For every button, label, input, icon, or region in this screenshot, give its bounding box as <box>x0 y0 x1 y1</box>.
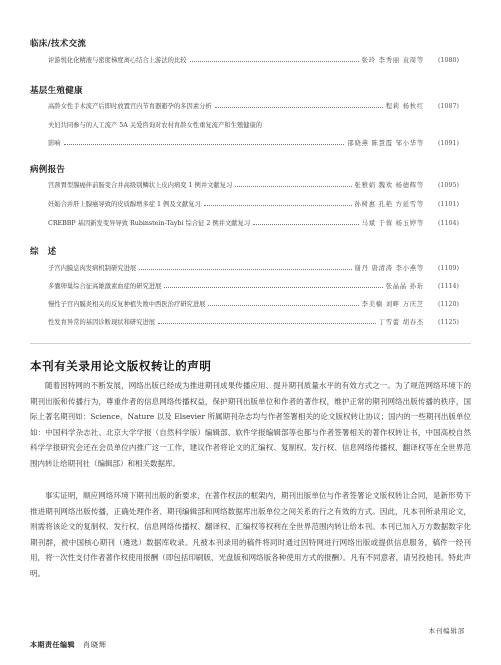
toc-entry-page: (1091) <box>438 140 459 147</box>
notice-title: 本刊有关录用论文版权转让的声明 <box>30 359 212 373</box>
toc-entry-page: (1087) <box>438 103 459 110</box>
toc-entry-page: (1120) <box>438 301 459 308</box>
toc-entry[interactable] <box>48 199 459 210</box>
toc-entry[interactable] <box>48 218 459 229</box>
section-divider <box>30 343 471 344</box>
editor-label: 本期责任编辑 <box>30 641 75 649</box>
notice-paragraph: 随着因特网的不断发展，网络出版已经成为推进期刊成果传播应用、提升期刊质量水平的有效方式之一。为了规范网络环境下的期刊出版和传播行为，尊重作者的信息网络传播权益，保护期刊出版单位和作者的著作权，维护正常的期刊网络出版传播的秩序，国际上著名期刊如：Science、Nature 以及 Elsevier 所属期刊杂志均与作者签署相关的论文版权转让协议；国内的一些期刊出版单位如：中国科学杂志社、北京大学学报（自然科学版）编辑部、软件学报编辑部等也都与作者签署相关的著作权转让书，中国高校自然科学学报研究会还在会员单位内推广这一工作，建议作者将论文的汇编权、复制权、发行权、信息网络传播权、翻译权等在全世界范围内转让给期刊社（编辑部）和相关数据库。 <box>30 381 471 468</box>
toc-entry-title: 多囊卵巢综合征高雄激素血症的研究进展 <box>48 283 162 290</box>
toc-entry-title: 妊娠合并肝上腺癌导致的皮质醇增多症 1 例及文献复习 <box>48 201 201 208</box>
leader-dots <box>253 224 358 225</box>
toc-entry-title: 夫妇共同参与的人工流产 5A 关爱咨询对农村育龄女性重复流产和生殖健康的 <box>48 122 263 129</box>
leader-dots <box>204 205 352 206</box>
leader-dots <box>164 287 382 288</box>
toc-entry-page: (1109) <box>438 265 459 272</box>
toc-entry-title: CREBBP 基因新发变异导致 Rubinstein-Taybi 综合征 2 例并文献复习 <box>48 220 251 227</box>
section-heading-case-reports: 病例报告 <box>30 165 66 175</box>
toc-entry-authors: 孙树惠 孔艳 方延雪等 <box>354 201 424 208</box>
section-heading-primary-care: 基层生殖健康 <box>30 86 83 96</box>
toc-entry-authors: 李美楠 刘畔 万庆芝 <box>361 301 424 308</box>
toc-entry-page: (1114) <box>438 283 459 290</box>
toc-entry-title: 高龄女性手术流产后即时放置宫内节育器避孕的多因素分析 <box>48 103 212 110</box>
toc-entry-authors: 张玲 李秀丽 袁周等 <box>361 57 424 64</box>
responsible-editor <box>30 640 107 650</box>
notice-signature: 本刊编辑部 <box>428 627 465 635</box>
leader-dots <box>64 144 345 145</box>
leader-dots <box>190 61 359 62</box>
leader-dots <box>139 269 351 270</box>
toc-entry-page: (1104) <box>438 220 459 227</box>
toc-entry[interactable] <box>48 263 459 274</box>
toc-entry-authors: 邵晓燕 陈慧霞 邹小华等 <box>347 140 424 147</box>
toc-entry-authors: 谢丹 唐清涛 李小燕等 <box>354 265 424 272</box>
toc-entry-authors: 丁雪蕾 胡春杰 <box>378 319 424 326</box>
toc-entry[interactable] <box>48 120 459 131</box>
toc-entry-page: (1095) <box>438 182 459 189</box>
leader-dots <box>235 186 351 187</box>
toc-entry-title: 评游悦化化精液与密度梯度离心结合上游法的比较 <box>48 57 187 64</box>
toc-entry-title: 影响 <box>48 140 61 147</box>
toc-entry-title: 性发育异常的基因诊断现状和研究进展 <box>48 319 156 326</box>
toc-entry-continuation[interactable] <box>48 138 459 149</box>
toc-entry-title: 慢性子宫内膜炎相关的反复种植失败中西医治疗研究进展 <box>48 301 206 308</box>
section-heading-clinical: 临床/技术交流 <box>30 39 87 49</box>
toc-entry-page: (1125) <box>438 319 459 326</box>
toc-entry[interactable] <box>48 281 459 292</box>
toc-entry[interactable] <box>48 299 459 310</box>
toc-entry[interactable] <box>48 101 459 112</box>
toc-entry-authors: 张雅娟 魏欢 杨德辉等 <box>354 182 424 189</box>
toc-entry[interactable] <box>48 180 459 191</box>
toc-entry[interactable] <box>48 317 459 328</box>
toc-entry-authors: 马斌 于蓉 杨玉婷等 <box>361 220 424 227</box>
toc-entry-page: (1080) <box>438 57 459 64</box>
toc-entry-authors: 张晶晶 孙珩 <box>385 283 424 290</box>
toc-entry-title: 宫颈胃型腺癌伴前肠变合并高级别鳞状上皮内病变 1 例并文献复习 <box>48 182 233 189</box>
notice-paragraph: 事实证明，顺应网络环境下期刊出版的新要求，在著作权法的框架内，期刊出版单位与作者签署论文版权转让合同，是新形势下推进期刊网络出版传播，正确处理作者、期刊编辑部和网络数据库出版单位之间关系的行之有效的方式。因此，凡本刊所录用论文，则需将该论文的复制权、发行权、信息网络传播权、翻译权、汇编权等权利在全世界范围内转让给本刊。本刊已加入万方数据数字化期刊群，被中国核心期刊（遴选）数据库收录。凡被本刊录用的稿件将同时通过因特网进行网络出版或提供信息服务，稿件一经刊用，将一次性支付作者著作权使用报酬（即包括印刷版、光盘版和网络版各种使用方式的报酬）。凡有不同意者，请另投他刊。特此声明。 <box>30 491 471 578</box>
toc-entry-title: 子宫内膜息肉发病机制研究进展 <box>48 265 137 272</box>
leader-dots <box>215 107 383 108</box>
toc-entry-authors: 程莉 杨秋红 <box>385 103 424 110</box>
editor-name: 肖晓辉 <box>83 641 107 649</box>
leader-dots <box>208 305 358 306</box>
leader-dots <box>158 323 376 324</box>
toc-entry-page: (1101) <box>438 201 459 208</box>
section-heading-reviews: 综 述 <box>30 247 57 257</box>
toc-entry[interactable] <box>48 55 459 66</box>
